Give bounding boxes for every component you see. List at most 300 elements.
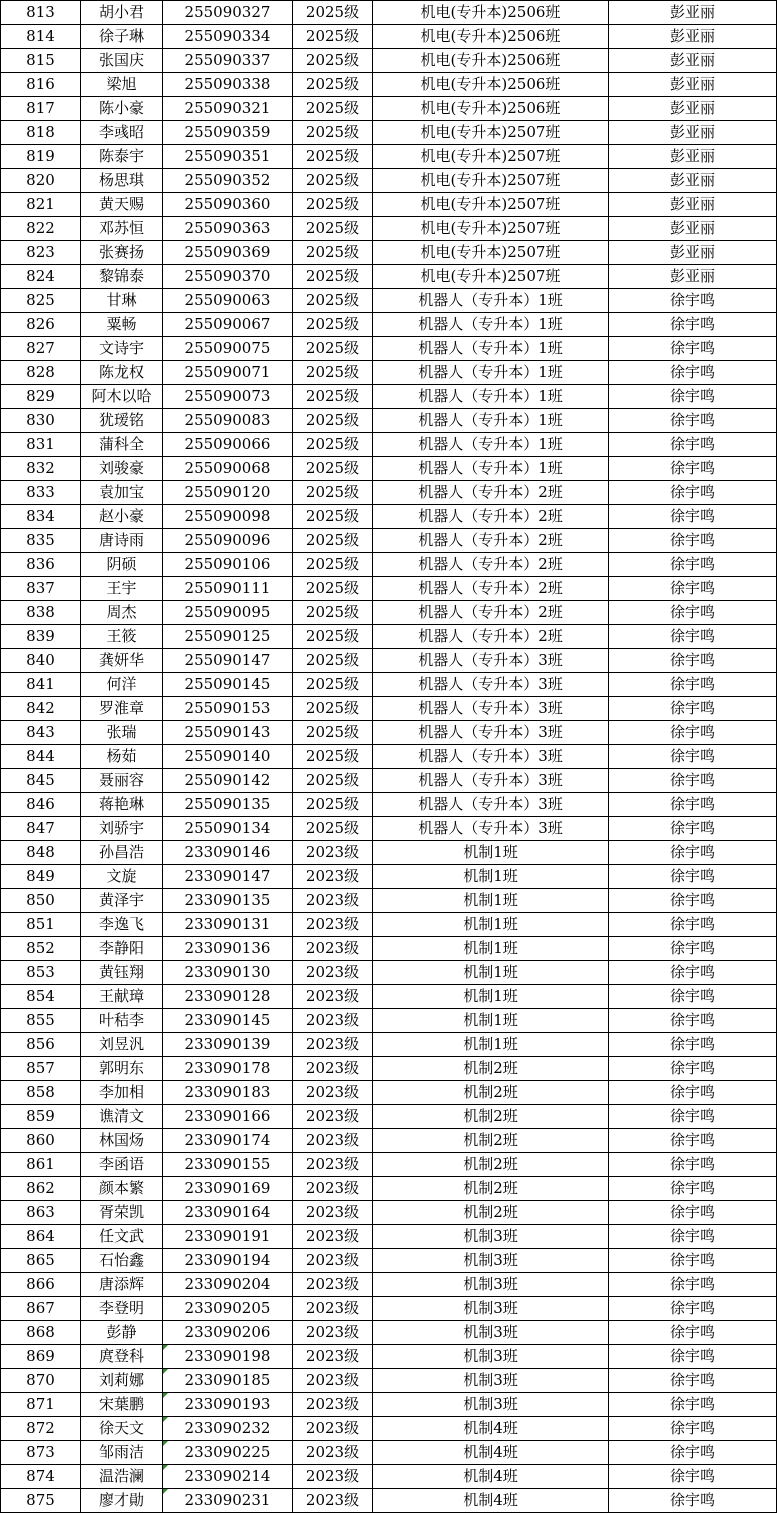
- grade-cell[interactable]: 2025级: [293, 169, 373, 193]
- row-number-cell[interactable]: 857: [1, 1057, 81, 1081]
- class-name-cell[interactable]: 机器人（专升本）1班: [373, 337, 609, 361]
- student-id-cell[interactable]: 233090128: [163, 985, 293, 1009]
- class-name-cell[interactable]: 机器人（专升本）1班: [373, 433, 609, 457]
- student-id-cell[interactable]: 255090321: [163, 97, 293, 121]
- student-id-cell[interactable]: 233090193: [163, 1393, 293, 1417]
- row-number-cell[interactable]: 875: [1, 1489, 81, 1513]
- row-number-cell[interactable]: 837: [1, 577, 81, 601]
- grade-cell[interactable]: 2025级: [293, 193, 373, 217]
- row-number-cell[interactable]: 855: [1, 1009, 81, 1033]
- student-id-cell[interactable]: 233090231: [163, 1489, 293, 1513]
- advisor-cell[interactable]: 徐宇鸣: [609, 961, 777, 985]
- class-name-cell[interactable]: 机器人（专升本）2班: [373, 577, 609, 601]
- student-name-cell[interactable]: 李登明: [81, 1297, 163, 1321]
- class-name-cell[interactable]: 机器人（专升本）1班: [373, 313, 609, 337]
- student-id-cell[interactable]: 255090066: [163, 433, 293, 457]
- advisor-cell[interactable]: 彭亚丽: [609, 241, 777, 265]
- row-number-cell[interactable]: 872: [1, 1417, 81, 1441]
- student-id-cell[interactable]: 233090205: [163, 1297, 293, 1321]
- class-name-cell[interactable]: 机器人（专升本）1班: [373, 289, 609, 313]
- student-name-cell[interactable]: 刘莉娜: [81, 1369, 163, 1393]
- student-id-cell[interactable]: 233090183: [163, 1081, 293, 1105]
- row-number-cell[interactable]: 848: [1, 841, 81, 865]
- row-number-cell[interactable]: 826: [1, 313, 81, 337]
- class-name-cell[interactable]: 机器人（专升本）3班: [373, 697, 609, 721]
- student-id-cell[interactable]: 233090178: [163, 1057, 293, 1081]
- class-name-cell[interactable]: 机制4班: [373, 1465, 609, 1489]
- grade-cell[interactable]: 2025级: [293, 361, 373, 385]
- advisor-cell[interactable]: 徐宇鸣: [609, 1177, 777, 1201]
- grade-cell[interactable]: 2023级: [293, 1321, 373, 1345]
- class-name-cell[interactable]: 机电(专升本)2507班: [373, 217, 609, 241]
- student-name-cell[interactable]: 刘骄宇: [81, 817, 163, 841]
- row-number-cell[interactable]: 833: [1, 481, 81, 505]
- row-number-cell[interactable]: 813: [1, 1, 81, 25]
- advisor-cell[interactable]: 彭亚丽: [609, 265, 777, 289]
- row-number-cell[interactable]: 873: [1, 1441, 81, 1465]
- row-number-cell[interactable]: 871: [1, 1393, 81, 1417]
- student-name-cell[interactable]: 犹瑷铭: [81, 409, 163, 433]
- student-name-cell[interactable]: 谯清文: [81, 1105, 163, 1129]
- student-id-cell[interactable]: 233090145: [163, 1009, 293, 1033]
- class-name-cell[interactable]: 机制3班: [373, 1369, 609, 1393]
- student-name-cell[interactable]: 廖才勛: [81, 1489, 163, 1513]
- row-number-cell[interactable]: 861: [1, 1153, 81, 1177]
- advisor-cell[interactable]: 徐宇鸣: [609, 1081, 777, 1105]
- student-id-cell[interactable]: 255090327: [163, 1, 293, 25]
- class-name-cell[interactable]: 机制3班: [373, 1393, 609, 1417]
- advisor-cell[interactable]: 徐宇鸣: [609, 841, 777, 865]
- row-number-cell[interactable]: 866: [1, 1273, 81, 1297]
- student-name-cell[interactable]: 聂丽容: [81, 769, 163, 793]
- student-id-cell[interactable]: 255090351: [163, 145, 293, 169]
- student-id-cell[interactable]: 233090139: [163, 1033, 293, 1057]
- advisor-cell[interactable]: 彭亚丽: [609, 145, 777, 169]
- row-number-cell[interactable]: 839: [1, 625, 81, 649]
- grade-cell[interactable]: 2023级: [293, 1417, 373, 1441]
- grade-cell[interactable]: 2025级: [293, 97, 373, 121]
- student-name-cell[interactable]: 何洋: [81, 673, 163, 697]
- advisor-cell[interactable]: 彭亚丽: [609, 217, 777, 241]
- advisor-cell[interactable]: 徐宇鸣: [609, 697, 777, 721]
- student-name-cell[interactable]: 阿木以哈: [81, 385, 163, 409]
- row-number-cell[interactable]: 816: [1, 73, 81, 97]
- student-id-cell[interactable]: 233090147: [163, 865, 293, 889]
- advisor-cell[interactable]: 徐宇鸣: [609, 1033, 777, 1057]
- row-number-cell[interactable]: 831: [1, 433, 81, 457]
- advisor-cell[interactable]: 徐宇鸣: [609, 1225, 777, 1249]
- row-number-cell[interactable]: 853: [1, 961, 81, 985]
- class-name-cell[interactable]: 机器人（专升本）1班: [373, 457, 609, 481]
- class-name-cell[interactable]: 机制1班: [373, 1033, 609, 1057]
- class-name-cell[interactable]: 机电(专升本)2506班: [373, 97, 609, 121]
- advisor-cell[interactable]: 彭亚丽: [609, 1, 777, 25]
- advisor-cell[interactable]: 徐宇鸣: [609, 457, 777, 481]
- advisor-cell[interactable]: 徐宇鸣: [609, 1321, 777, 1345]
- advisor-cell[interactable]: 徐宇鸣: [609, 793, 777, 817]
- row-number-cell[interactable]: 868: [1, 1321, 81, 1345]
- student-id-cell[interactable]: 233090206: [163, 1321, 293, 1345]
- row-number-cell[interactable]: 860: [1, 1129, 81, 1153]
- class-name-cell[interactable]: 机制2班: [373, 1153, 609, 1177]
- row-number-cell[interactable]: 854: [1, 985, 81, 1009]
- advisor-cell[interactable]: 徐宇鸣: [609, 505, 777, 529]
- row-number-cell[interactable]: 867: [1, 1297, 81, 1321]
- student-id-cell[interactable]: 233090232: [163, 1417, 293, 1441]
- advisor-cell[interactable]: 徐宇鸣: [609, 721, 777, 745]
- student-id-cell[interactable]: 255090147: [163, 649, 293, 673]
- class-name-cell[interactable]: 机器人（专升本）2班: [373, 529, 609, 553]
- class-name-cell[interactable]: 机制3班: [373, 1249, 609, 1273]
- grade-cell[interactable]: 2023级: [293, 1177, 373, 1201]
- student-name-cell[interactable]: 唐添辉: [81, 1273, 163, 1297]
- class-name-cell[interactable]: 机器人（专升本）1班: [373, 385, 609, 409]
- student-name-cell[interactable]: 王献璋: [81, 985, 163, 1009]
- class-name-cell[interactable]: 机电(专升本)2507班: [373, 121, 609, 145]
- grade-cell[interactable]: 2025级: [293, 289, 373, 313]
- class-name-cell[interactable]: 机器人（专升本）3班: [373, 745, 609, 769]
- student-id-cell[interactable]: 255090334: [163, 25, 293, 49]
- row-number-cell[interactable]: 836: [1, 553, 81, 577]
- advisor-cell[interactable]: 彭亚丽: [609, 25, 777, 49]
- row-number-cell[interactable]: 815: [1, 49, 81, 73]
- advisor-cell[interactable]: 徐宇鸣: [609, 1129, 777, 1153]
- grade-cell[interactable]: 2025级: [293, 601, 373, 625]
- class-name-cell[interactable]: 机器人（专升本）1班: [373, 361, 609, 385]
- class-name-cell[interactable]: 机电(专升本)2506班: [373, 1, 609, 25]
- class-name-cell[interactable]: 机电(专升本)2507班: [373, 169, 609, 193]
- class-name-cell[interactable]: 机制2班: [373, 1057, 609, 1081]
- class-name-cell[interactable]: 机制1班: [373, 889, 609, 913]
- student-name-cell[interactable]: 刘骏豪: [81, 457, 163, 481]
- grade-cell[interactable]: 2023级: [293, 1153, 373, 1177]
- grade-cell[interactable]: 2023级: [293, 1081, 373, 1105]
- advisor-cell[interactable]: 徐宇鸣: [609, 433, 777, 457]
- grade-cell[interactable]: 2023级: [293, 1249, 373, 1273]
- class-name-cell[interactable]: 机制4班: [373, 1441, 609, 1465]
- student-name-cell[interactable]: 李函语: [81, 1153, 163, 1177]
- class-name-cell[interactable]: 机器人（专升本）2班: [373, 481, 609, 505]
- student-name-cell[interactable]: 甘琳: [81, 289, 163, 313]
- student-id-cell[interactable]: 255090096: [163, 529, 293, 553]
- grade-cell[interactable]: 2023级: [293, 1489, 373, 1513]
- grade-cell[interactable]: 2025级: [293, 433, 373, 457]
- grade-cell[interactable]: 2025级: [293, 553, 373, 577]
- row-number-cell[interactable]: 863: [1, 1201, 81, 1225]
- student-id-cell[interactable]: 233090185: [163, 1369, 293, 1393]
- student-id-cell[interactable]: 255090120: [163, 481, 293, 505]
- row-number-cell[interactable]: 842: [1, 697, 81, 721]
- row-number-cell[interactable]: 827: [1, 337, 81, 361]
- advisor-cell[interactable]: 徐宇鸣: [609, 1273, 777, 1297]
- grade-cell[interactable]: 2025级: [293, 793, 373, 817]
- student-id-cell[interactable]: 255090370: [163, 265, 293, 289]
- grade-cell[interactable]: 2025级: [293, 313, 373, 337]
- class-name-cell[interactable]: 机器人（专升本）2班: [373, 553, 609, 577]
- grade-cell[interactable]: 2023级: [293, 1345, 373, 1369]
- class-name-cell[interactable]: 机器人（专升本）2班: [373, 601, 609, 625]
- student-id-cell[interactable]: 255090369: [163, 241, 293, 265]
- student-name-cell[interactable]: 杨茹: [81, 745, 163, 769]
- row-number-cell[interactable]: 823: [1, 241, 81, 265]
- grade-cell[interactable]: 2025级: [293, 649, 373, 673]
- grade-cell[interactable]: 2025级: [293, 409, 373, 433]
- grade-cell[interactable]: 2025级: [293, 385, 373, 409]
- grade-cell[interactable]: 2023级: [293, 1129, 373, 1153]
- student-name-cell[interactable]: 彭静: [81, 1321, 163, 1345]
- student-name-cell[interactable]: 孙昌浩: [81, 841, 163, 865]
- row-number-cell[interactable]: 825: [1, 289, 81, 313]
- advisor-cell[interactable]: 徐宇鸣: [609, 1441, 777, 1465]
- student-id-cell[interactable]: 255090071: [163, 361, 293, 385]
- row-number-cell[interactable]: 874: [1, 1465, 81, 1489]
- advisor-cell[interactable]: 徐宇鸣: [609, 1393, 777, 1417]
- student-id-cell[interactable]: 255090352: [163, 169, 293, 193]
- student-name-cell[interactable]: 温浩澜: [81, 1465, 163, 1489]
- student-name-cell[interactable]: 龚妍华: [81, 649, 163, 673]
- grade-cell[interactable]: 2025级: [293, 25, 373, 49]
- class-name-cell[interactable]: 机制1班: [373, 985, 609, 1009]
- row-number-cell[interactable]: 821: [1, 193, 81, 217]
- student-name-cell[interactable]: 陈小豪: [81, 97, 163, 121]
- student-id-cell[interactable]: 255090073: [163, 385, 293, 409]
- class-name-cell[interactable]: 机制3班: [373, 1321, 609, 1345]
- grade-cell[interactable]: 2025级: [293, 121, 373, 145]
- row-number-cell[interactable]: 835: [1, 529, 81, 553]
- student-name-cell[interactable]: 李静阳: [81, 937, 163, 961]
- student-name-cell[interactable]: 郭明东: [81, 1057, 163, 1081]
- row-number-cell[interactable]: 859: [1, 1105, 81, 1129]
- grade-cell[interactable]: 2023级: [293, 985, 373, 1009]
- student-id-cell[interactable]: 233090214: [163, 1465, 293, 1489]
- advisor-cell[interactable]: 徐宇鸣: [609, 529, 777, 553]
- student-name-cell[interactable]: 蒋艳琳: [81, 793, 163, 817]
- advisor-cell[interactable]: 徐宇鸣: [609, 289, 777, 313]
- row-number-cell[interactable]: 824: [1, 265, 81, 289]
- student-name-cell[interactable]: 黎锦泰: [81, 265, 163, 289]
- advisor-cell[interactable]: 徐宇鸣: [609, 1345, 777, 1369]
- advisor-cell[interactable]: 徐宇鸣: [609, 1465, 777, 1489]
- advisor-cell[interactable]: 徐宇鸣: [609, 937, 777, 961]
- row-number-cell[interactable]: 817: [1, 97, 81, 121]
- advisor-cell[interactable]: 徐宇鸣: [609, 1417, 777, 1441]
- row-number-cell[interactable]: 852: [1, 937, 81, 961]
- row-number-cell[interactable]: 850: [1, 889, 81, 913]
- student-name-cell[interactable]: 陈龙权: [81, 361, 163, 385]
- student-id-cell[interactable]: 255090337: [163, 49, 293, 73]
- student-name-cell[interactable]: 黄天赐: [81, 193, 163, 217]
- student-name-cell[interactable]: 李逸飞: [81, 913, 163, 937]
- student-id-cell[interactable]: 255090142: [163, 769, 293, 793]
- grade-cell[interactable]: 2023级: [293, 1297, 373, 1321]
- advisor-cell[interactable]: 徐宇鸣: [609, 913, 777, 937]
- grade-cell[interactable]: 2025级: [293, 577, 373, 601]
- class-name-cell[interactable]: 机电(专升本)2507班: [373, 241, 609, 265]
- student-name-cell[interactable]: 袁加宝: [81, 481, 163, 505]
- row-number-cell[interactable]: 841: [1, 673, 81, 697]
- grade-cell[interactable]: 2025级: [293, 265, 373, 289]
- grade-cell[interactable]: 2023级: [293, 1057, 373, 1081]
- student-name-cell[interactable]: 黄泽宇: [81, 889, 163, 913]
- student-name-cell[interactable]: 邹雨洁: [81, 1441, 163, 1465]
- student-id-cell[interactable]: 233090225: [163, 1441, 293, 1465]
- student-name-cell[interactable]: 文诗宇: [81, 337, 163, 361]
- class-name-cell[interactable]: 机制3班: [373, 1273, 609, 1297]
- row-number-cell[interactable]: 829: [1, 385, 81, 409]
- student-name-cell[interactable]: 胥荣凯: [81, 1201, 163, 1225]
- student-name-cell[interactable]: 王宇: [81, 577, 163, 601]
- student-name-cell[interactable]: 李加相: [81, 1081, 163, 1105]
- row-number-cell[interactable]: 847: [1, 817, 81, 841]
- student-name-cell[interactable]: 周杰: [81, 601, 163, 625]
- grade-cell[interactable]: 2025级: [293, 217, 373, 241]
- advisor-cell[interactable]: 徐宇鸣: [609, 601, 777, 625]
- advisor-cell[interactable]: 徐宇鸣: [609, 1249, 777, 1273]
- class-name-cell[interactable]: 机器人（专升本）3班: [373, 793, 609, 817]
- student-id-cell[interactable]: 233090174: [163, 1129, 293, 1153]
- student-id-cell[interactable]: 233090204: [163, 1273, 293, 1297]
- advisor-cell[interactable]: 徐宇鸣: [609, 361, 777, 385]
- class-name-cell[interactable]: 机电(专升本)2506班: [373, 73, 609, 97]
- row-number-cell[interactable]: 846: [1, 793, 81, 817]
- student-id-cell[interactable]: 233090135: [163, 889, 293, 913]
- class-name-cell[interactable]: 机制3班: [373, 1225, 609, 1249]
- student-name-cell[interactable]: 陈泰宇: [81, 145, 163, 169]
- student-name-cell[interactable]: 王筱: [81, 625, 163, 649]
- row-number-cell[interactable]: 870: [1, 1369, 81, 1393]
- grade-cell[interactable]: 2025级: [293, 817, 373, 841]
- student-name-cell[interactable]: 张国庆: [81, 49, 163, 73]
- class-name-cell[interactable]: 机制2班: [373, 1201, 609, 1225]
- advisor-cell[interactable]: 徐宇鸣: [609, 625, 777, 649]
- student-id-cell[interactable]: 233090191: [163, 1225, 293, 1249]
- grade-cell[interactable]: 2023级: [293, 1441, 373, 1465]
- student-id-cell[interactable]: 233090164: [163, 1201, 293, 1225]
- advisor-cell[interactable]: 徐宇鸣: [609, 985, 777, 1009]
- row-number-cell[interactable]: 828: [1, 361, 81, 385]
- student-id-cell[interactable]: 255090363: [163, 217, 293, 241]
- grade-cell[interactable]: 2025级: [293, 481, 373, 505]
- student-name-cell[interactable]: 赵小豪: [81, 505, 163, 529]
- grade-cell[interactable]: 2025级: [293, 49, 373, 73]
- student-name-cell[interactable]: 张赛扬: [81, 241, 163, 265]
- advisor-cell[interactable]: 彭亚丽: [609, 97, 777, 121]
- advisor-cell[interactable]: 徐宇鸣: [609, 577, 777, 601]
- advisor-cell[interactable]: 徐宇鸣: [609, 745, 777, 769]
- student-name-cell[interactable]: 梁旭: [81, 73, 163, 97]
- row-number-cell[interactable]: 844: [1, 745, 81, 769]
- student-id-cell[interactable]: 255090125: [163, 625, 293, 649]
- class-name-cell[interactable]: 机制4班: [373, 1489, 609, 1513]
- grade-cell[interactable]: 2025级: [293, 529, 373, 553]
- advisor-cell[interactable]: 徐宇鸣: [609, 817, 777, 841]
- advisor-cell[interactable]: 徐宇鸣: [609, 673, 777, 697]
- student-id-cell[interactable]: 233090136: [163, 937, 293, 961]
- advisor-cell[interactable]: 徐宇鸣: [609, 865, 777, 889]
- student-id-cell[interactable]: 255090063: [163, 289, 293, 313]
- student-id-cell[interactable]: 233090131: [163, 913, 293, 937]
- grade-cell[interactable]: 2023级: [293, 913, 373, 937]
- row-number-cell[interactable]: 840: [1, 649, 81, 673]
- student-name-cell[interactable]: 胡小君: [81, 1, 163, 25]
- row-number-cell[interactable]: 843: [1, 721, 81, 745]
- advisor-cell[interactable]: 徐宇鸣: [609, 1057, 777, 1081]
- student-id-cell[interactable]: 255090083: [163, 409, 293, 433]
- grade-cell[interactable]: 2025级: [293, 697, 373, 721]
- student-id-cell[interactable]: 233090130: [163, 961, 293, 985]
- student-id-cell[interactable]: 255090153: [163, 697, 293, 721]
- student-name-cell[interactable]: 庹登科: [81, 1345, 163, 1369]
- grade-cell[interactable]: 2025级: [293, 673, 373, 697]
- student-id-cell[interactable]: 233090166: [163, 1105, 293, 1129]
- student-name-cell[interactable]: 蒲科全: [81, 433, 163, 457]
- grade-cell[interactable]: 2025级: [293, 145, 373, 169]
- class-name-cell[interactable]: 机制1班: [373, 961, 609, 985]
- grade-cell[interactable]: 2023级: [293, 1009, 373, 1033]
- student-id-cell[interactable]: 255090143: [163, 721, 293, 745]
- class-name-cell[interactable]: 机制2班: [373, 1081, 609, 1105]
- grade-cell[interactable]: 2023级: [293, 961, 373, 985]
- class-name-cell[interactable]: 机器人（专升本）3班: [373, 721, 609, 745]
- grade-cell[interactable]: 2025级: [293, 1, 373, 25]
- row-number-cell[interactable]: 838: [1, 601, 81, 625]
- student-id-cell[interactable]: 233090194: [163, 1249, 293, 1273]
- student-id-cell[interactable]: 255090359: [163, 121, 293, 145]
- row-number-cell[interactable]: 849: [1, 865, 81, 889]
- row-number-cell[interactable]: 851: [1, 913, 81, 937]
- student-id-cell[interactable]: 233090155: [163, 1153, 293, 1177]
- class-name-cell[interactable]: 机制2班: [373, 1177, 609, 1201]
- student-id-cell[interactable]: 233090198: [163, 1345, 293, 1369]
- student-name-cell[interactable]: 刘昱汎: [81, 1033, 163, 1057]
- student-name-cell[interactable]: 唐诗雨: [81, 529, 163, 553]
- grade-cell[interactable]: 2023级: [293, 1105, 373, 1129]
- class-name-cell[interactable]: 机制1班: [373, 1009, 609, 1033]
- advisor-cell[interactable]: 徐宇鸣: [609, 649, 777, 673]
- student-name-cell[interactable]: 石怡鑫: [81, 1249, 163, 1273]
- student-name-cell[interactable]: 颜本繁: [81, 1177, 163, 1201]
- class-name-cell[interactable]: 机电(专升本)2507班: [373, 145, 609, 169]
- grade-cell[interactable]: 2025级: [293, 625, 373, 649]
- student-name-cell[interactable]: 叶秸李: [81, 1009, 163, 1033]
- student-id-cell[interactable]: 233090169: [163, 1177, 293, 1201]
- row-number-cell[interactable]: 818: [1, 121, 81, 145]
- class-name-cell[interactable]: 机电(专升本)2507班: [373, 193, 609, 217]
- student-id-cell[interactable]: 255090068: [163, 457, 293, 481]
- row-number-cell[interactable]: 814: [1, 25, 81, 49]
- grade-cell[interactable]: 2025级: [293, 73, 373, 97]
- grade-cell[interactable]: 2023级: [293, 1393, 373, 1417]
- grade-cell[interactable]: 2023级: [293, 937, 373, 961]
- grade-cell[interactable]: 2023级: [293, 1369, 373, 1393]
- class-name-cell[interactable]: 机制2班: [373, 1129, 609, 1153]
- student-name-cell[interactable]: 粟畅: [81, 313, 163, 337]
- advisor-cell[interactable]: 徐宇鸣: [609, 553, 777, 577]
- row-number-cell[interactable]: 830: [1, 409, 81, 433]
- student-name-cell[interactable]: 黄钰翔: [81, 961, 163, 985]
- grade-cell[interactable]: 2023级: [293, 1465, 373, 1489]
- class-name-cell[interactable]: 机制4班: [373, 1417, 609, 1441]
- grade-cell[interactable]: 2023级: [293, 865, 373, 889]
- class-name-cell[interactable]: 机制3班: [373, 1345, 609, 1369]
- student-id-cell[interactable]: 255090140: [163, 745, 293, 769]
- advisor-cell[interactable]: 彭亚丽: [609, 169, 777, 193]
- grade-cell[interactable]: 2025级: [293, 241, 373, 265]
- advisor-cell[interactable]: 徐宇鸣: [609, 889, 777, 913]
- student-name-cell[interactable]: 任文武: [81, 1225, 163, 1249]
- student-id-cell[interactable]: 255090111: [163, 577, 293, 601]
- advisor-cell[interactable]: 彭亚丽: [609, 121, 777, 145]
